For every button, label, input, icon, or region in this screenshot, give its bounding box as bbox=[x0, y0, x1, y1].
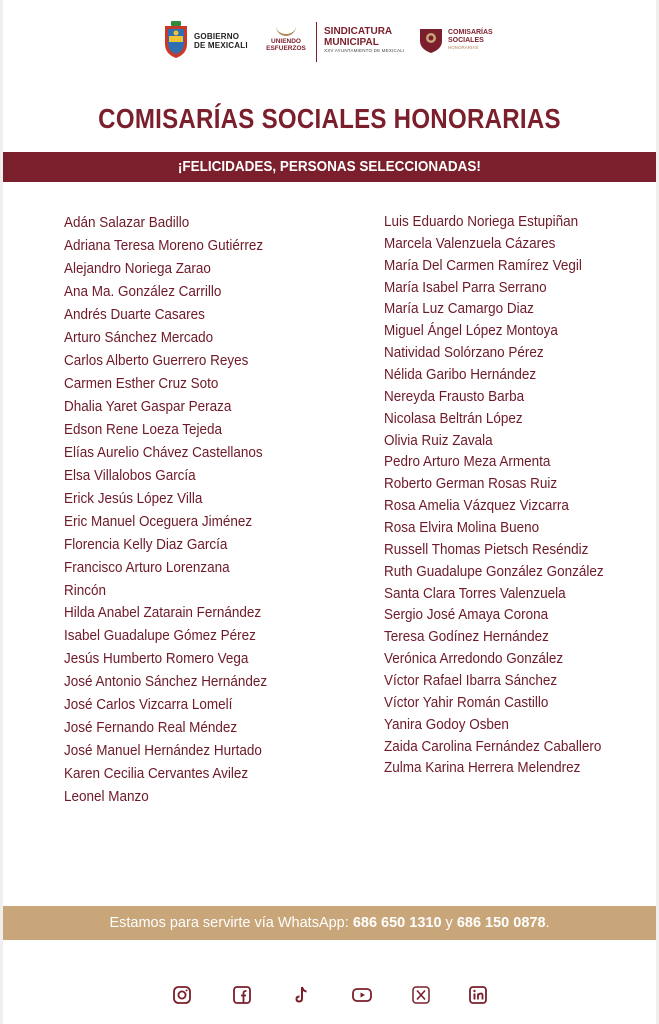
contact-bar bbox=[3, 906, 656, 940]
list-item bbox=[64, 511, 282, 534]
youtube-icon[interactable] bbox=[351, 984, 373, 1006]
person-name: José Antonio Sánchez Hernández bbox=[64, 674, 268, 691]
list-item bbox=[64, 625, 282, 648]
list-item bbox=[384, 758, 620, 780]
x-icon[interactable] bbox=[410, 984, 432, 1006]
gobierno-line1: GOBIERNO bbox=[194, 32, 240, 41]
contact-connector: y bbox=[445, 915, 453, 931]
list-item bbox=[64, 350, 282, 373]
person-name: María Isabel Parra Serrano bbox=[384, 279, 547, 296]
contact-end: . bbox=[545, 915, 550, 931]
person-name: Elsa Villalobos García bbox=[64, 467, 196, 484]
list-item bbox=[64, 373, 282, 396]
person-name: Verónica Arredondo González bbox=[384, 651, 564, 668]
tiktok-icon[interactable] bbox=[290, 984, 312, 1006]
list-item bbox=[384, 518, 620, 540]
instagram-icon[interactable] bbox=[171, 984, 193, 1006]
list-item bbox=[384, 693, 620, 715]
banner-text: ¡FELICIDADES, PERSONAS SELECCIONADAS! bbox=[177, 158, 482, 175]
list-item bbox=[384, 234, 620, 256]
person-name: Florencia Kelly Diaz García bbox=[64, 536, 228, 553]
comisarias-line1: COMISARÍAS bbox=[448, 29, 493, 36]
person-name: Yanira Godoy Osben bbox=[384, 716, 509, 733]
names-list-left bbox=[64, 212, 282, 809]
person-name: Carmen Esther Cruz Soto bbox=[64, 375, 219, 392]
list-item bbox=[64, 327, 282, 350]
list-item bbox=[64, 534, 282, 557]
person-name: Alejandro Noriega Zarao bbox=[64, 260, 211, 277]
person-name: Ruth Guadalupe González González bbox=[384, 563, 604, 580]
list-item bbox=[384, 452, 620, 474]
phone-number-2[interactable]: 686 150 0878 bbox=[456, 915, 546, 931]
person-name: Olivia Ruiz Zavala bbox=[384, 432, 493, 449]
mexicali-shield-logo bbox=[162, 20, 190, 60]
person-name: Marcela Valenzuela Cázares bbox=[384, 235, 556, 252]
list-item bbox=[64, 442, 282, 465]
gobierno-line2: DE MEXICALI bbox=[194, 41, 248, 50]
person-name: Andrés Duarte Casares bbox=[64, 306, 205, 323]
list-item bbox=[64, 557, 282, 580]
person-name: Miguel Ángel López Montoya bbox=[384, 323, 558, 340]
list-item bbox=[384, 562, 620, 584]
sindicatura-line2: MUNICIPAL bbox=[324, 37, 379, 48]
uniendo-esfuerzos-logo bbox=[264, 22, 308, 62]
person-name: Pedro Arturo Meza Armenta bbox=[384, 454, 551, 471]
person-name: Santa Clara Torres Valenzuela bbox=[384, 585, 566, 602]
person-name: Teresa Godínez Hernández bbox=[384, 629, 549, 646]
list-item bbox=[384, 212, 620, 234]
list-item bbox=[384, 299, 620, 321]
person-name: Hilda Anabel Zatarain Fernández bbox=[64, 605, 262, 622]
social-links bbox=[0, 984, 659, 1006]
list-item bbox=[384, 627, 620, 649]
list-item bbox=[64, 717, 282, 740]
logo-divider bbox=[316, 22, 317, 62]
list-item bbox=[384, 278, 620, 300]
list-item bbox=[64, 419, 282, 442]
person-name: Edson Rene Loeza Tejeda bbox=[64, 421, 222, 438]
person-name: Adriana Teresa Moreno Gutiérrez bbox=[64, 237, 264, 254]
contact-text: Estamos para servirte vía WhatsApp: bbox=[109, 915, 349, 931]
person-name: Víctor Yahir Román Castillo bbox=[384, 694, 549, 711]
person-name: Arturo Sánchez Mercado bbox=[64, 329, 214, 346]
list-item bbox=[384, 321, 620, 343]
person-name: Roberto German Rosas Ruiz bbox=[384, 476, 558, 493]
comisarias-emblem-icon bbox=[418, 26, 444, 54]
list-item bbox=[384, 474, 620, 496]
gobierno-mexicali-text bbox=[194, 32, 248, 50]
person-name: Erick Jesús López Villa bbox=[64, 490, 203, 507]
list-item bbox=[384, 256, 620, 278]
list-item bbox=[384, 584, 620, 606]
list-item bbox=[384, 671, 620, 693]
person-name: José Carlos Vizcarra Lomelí bbox=[64, 697, 233, 714]
crest-icon bbox=[276, 22, 296, 36]
sindicatura-line1: SINDICATURA bbox=[324, 26, 393, 37]
person-name: Russell Thomas Pietsch Reséndiz bbox=[384, 541, 589, 558]
list-item bbox=[64, 763, 282, 786]
person-name: Zaida Carolina Fernández Caballero bbox=[384, 738, 602, 755]
list-item bbox=[64, 648, 282, 671]
list-item bbox=[64, 740, 282, 763]
list-item bbox=[64, 694, 282, 717]
person-name: María Luz Camargo Diaz bbox=[384, 301, 534, 318]
comisarias-subtitle: HONORARIAS bbox=[448, 45, 479, 50]
list-item bbox=[64, 235, 282, 258]
page-title: COMISARÍAS SOCIALES HONORARIAS bbox=[98, 103, 561, 134]
comisarias-logo-text bbox=[448, 29, 493, 51]
person-name: José Fernando Real Méndez bbox=[64, 720, 238, 737]
person-name: José Manuel Hernández Hurtado bbox=[64, 743, 262, 760]
person-name: Luis Eduardo Noriega Estupiñan bbox=[384, 214, 579, 230]
person-name: Carlos Alberto Guerrero Reyes bbox=[64, 352, 249, 369]
person-name: Ana Ma. González Carrillo bbox=[64, 283, 222, 300]
list-item bbox=[64, 488, 282, 511]
list-item bbox=[64, 671, 282, 694]
person-name: Leonel Manzo bbox=[64, 789, 149, 806]
sindicatura-logo bbox=[324, 26, 404, 54]
linkedin-icon[interactable] bbox=[467, 984, 489, 1006]
list-item bbox=[64, 396, 282, 419]
list-item bbox=[384, 387, 620, 409]
list-item bbox=[384, 409, 620, 431]
person-name: Nélida Garibo Hernández bbox=[384, 367, 537, 384]
person-name: Elías Aurelio Chávez Castellanos bbox=[64, 444, 263, 461]
unidos-line1: UNIENDO bbox=[271, 38, 301, 45]
person-name: Rosa Elvira Molina Bueno bbox=[384, 520, 540, 537]
list-item bbox=[384, 605, 620, 627]
list-item bbox=[64, 580, 282, 603]
phone-number-1[interactable]: 686 650 1310 bbox=[352, 915, 442, 931]
list-item bbox=[64, 465, 282, 488]
unidos-line2: ESFUERZOS bbox=[266, 45, 306, 52]
person-name: Dhalia Yaret Gaspar Peraza bbox=[64, 398, 232, 415]
list-item bbox=[384, 431, 620, 453]
list-item bbox=[384, 715, 620, 737]
person-name: María Del Carmen Ramírez Vegil bbox=[384, 257, 582, 274]
facebook-icon[interactable] bbox=[231, 984, 253, 1006]
person-name: Natividad Solórzano Pérez bbox=[384, 345, 544, 362]
person-name: Rosa Amelia Vázquez Vizcarra bbox=[384, 498, 569, 515]
person-name: Víctor Rafael Ibarra Sánchez bbox=[384, 673, 558, 690]
congratulations-banner bbox=[3, 152, 656, 182]
person-name: Rincón bbox=[64, 582, 106, 599]
person-name: Karen Cecilia Cervantes Avilez bbox=[64, 766, 249, 783]
person-name: Nicolasa Beltrán López bbox=[384, 410, 523, 427]
person-name: Eric Manuel Oceguera Jiménez bbox=[64, 513, 253, 530]
list-item bbox=[64, 281, 282, 304]
list-item bbox=[64, 304, 282, 327]
list-item bbox=[384, 496, 620, 518]
person-name: Nereyda Frausto Barba bbox=[384, 388, 525, 405]
list-item bbox=[384, 343, 620, 365]
person-name: Francisco Arturo Lorenzana bbox=[64, 559, 230, 576]
person-name: Jesús Humberto Romero Vega bbox=[64, 651, 249, 668]
person-name: Adán Salazar Badillo bbox=[64, 215, 190, 231]
list-item bbox=[64, 258, 282, 281]
sindicatura-subtitle: XXV AYUNTAMIENTO DE MEXICALI bbox=[324, 48, 405, 53]
comisarias-line2: SOCIALES bbox=[448, 37, 484, 44]
list-item bbox=[384, 365, 620, 387]
list-item bbox=[384, 737, 620, 759]
names-list-right bbox=[384, 212, 620, 780]
person-name: Sergio José Amaya Corona bbox=[384, 607, 549, 624]
header-logos bbox=[0, 16, 659, 68]
person-name: Zulma Karina Herrera Melendrez bbox=[384, 760, 581, 777]
list-item bbox=[64, 212, 282, 235]
person-name: Isabel Guadalupe Gómez Pérez bbox=[64, 628, 256, 645]
list-item bbox=[384, 649, 620, 671]
list-item bbox=[64, 786, 282, 809]
list-item bbox=[384, 540, 620, 562]
list-item bbox=[64, 602, 282, 625]
